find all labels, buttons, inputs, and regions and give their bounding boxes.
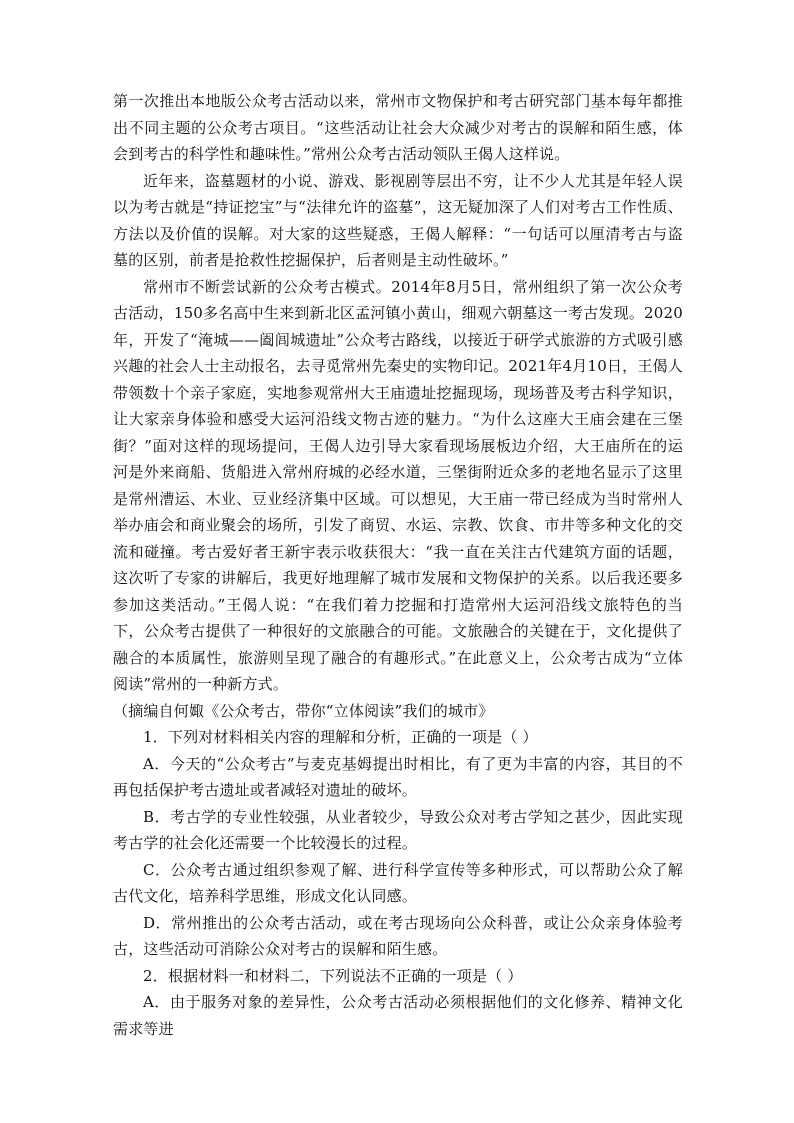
- question-1-option-a: A．今天的“公众考古”与麦克基姆提出时相比，有了更为丰富的内容，其目的不再包括保护考古遗址或者减轻对遗址的破坏。: [113, 754, 683, 799]
- question-1-stem: 1．下列对材料相关内容的理解和分析，正确的一项是（ ）: [143, 728, 538, 746]
- question-1-option-c: C．公众考古通过组织参观了解、进行科学宣传等多种形式，可以帮助公众了解古代文化，培养科学思维，形成文化认同感。: [113, 860, 683, 905]
- paragraph-1: 第一次推出本地版公众考古活动以来，常州市文物保护和考古研究部门基本每年都推出不同主题的公众考古项目。“这些活动让社会大众减少对考古的误解和陌生感，体会到考古的科学性和趣味性。”常州公众考古活动领队王偈人这样说。: [113, 92, 683, 163]
- question-2-stem: 2．根据材料一和材料二，下列说法不正确的一项是（ ）: [143, 966, 523, 985]
- question-2-option-a: A．由于服务对象的差异性，公众考古活动必须根据他们的文化修养、精神文化需求等进: [113, 993, 683, 1038]
- document-page: [113, 88, 683, 1042]
- paragraph-2: 近年来，盗墓题材的小说、游戏、影视剧等层出不穷，让不少人尤其是年轻人误以为考古就是“持证挖宝”与“法律允许的盗墓”，这无疑加深了人们对考古工作性质、方法以及价值的误解。对大家的这些疑惑，王偈人解释：“一句话可以厘清考古与盗墓的区别，前者是抢救性挖掘保护，后者则是主动性破坏。”: [113, 171, 683, 269]
- source-citation: （摘编自何娵《公众考古，带你“立体阅读”我们的城市》: [113, 701, 494, 720]
- paragraph-3: 常州市不断尝试新的公众考古模式。2014年8月5日，常州组织了第一次公众考古活动，150多名高中生来到新北区孟河镇小黄山，细观六朝墓这一考古发现。2020年，开发了“淹城——阖闾城遗址”公众考古路线，以接近于研学式旅游的方式吸引感兴趣的社会人士主动报名，去寻觅常州先秦史的实物印记。2021年4月10日，王偈人带领数十个亲子家庭，实地参观常州大王庙遗址挖掘现场，现场普及考古科学知识，让大家亲身体验和感受大运河沿线文物古迹的魅力。“为什么这座大王庙会建在三堡街？”面对这样的现场提问，王偈人边引导大家看现场展板边介绍，大王庙所在的运河是外来商船、货船进入常州府城的必经水道，三堡街附近众多的老地名显示了这里是常州漕运、木业、豆业经济集中区域。可以想见，大王庙一带已经成为当时常州人举办庙会和商业聚会的场所，引发了商贸、水运、宗教、饮食、市井等多种文化的交流和碰撞。考古爱好者王新宇表示收获很大：“我一直在关注古代建筑方面的话题，这次听了专家的讲解后，我更好地理解了城市发展和文物保护的关系。以后我还要多参加这类活动。”王偈人说：“在我们着力挖掘和打造常州大运河沿线文旅特色的当下，公众考古提供了一种很好的文旅融合的可能。文旅融合的关键在于，文化提供了融合的本质属性，旅游则呈现了融合的有趣形式。”在此意义上，公众考古成为“立体阅读”常州的一种新方式。: [113, 277, 683, 693]
- question-1-option-d: D．常州推出的公众考古活动，或在考古现场向公众科普，或让公众亲身体验考古，这些活动可消除公众对考古的误解和陌生感。: [113, 913, 683, 958]
- question-1-option-b: B．考古学的专业性较强，从业者较少，导致公众对考古学知之甚少，因此实现考古学的社会化还需要一个比较漫长的过程。: [113, 807, 683, 852]
